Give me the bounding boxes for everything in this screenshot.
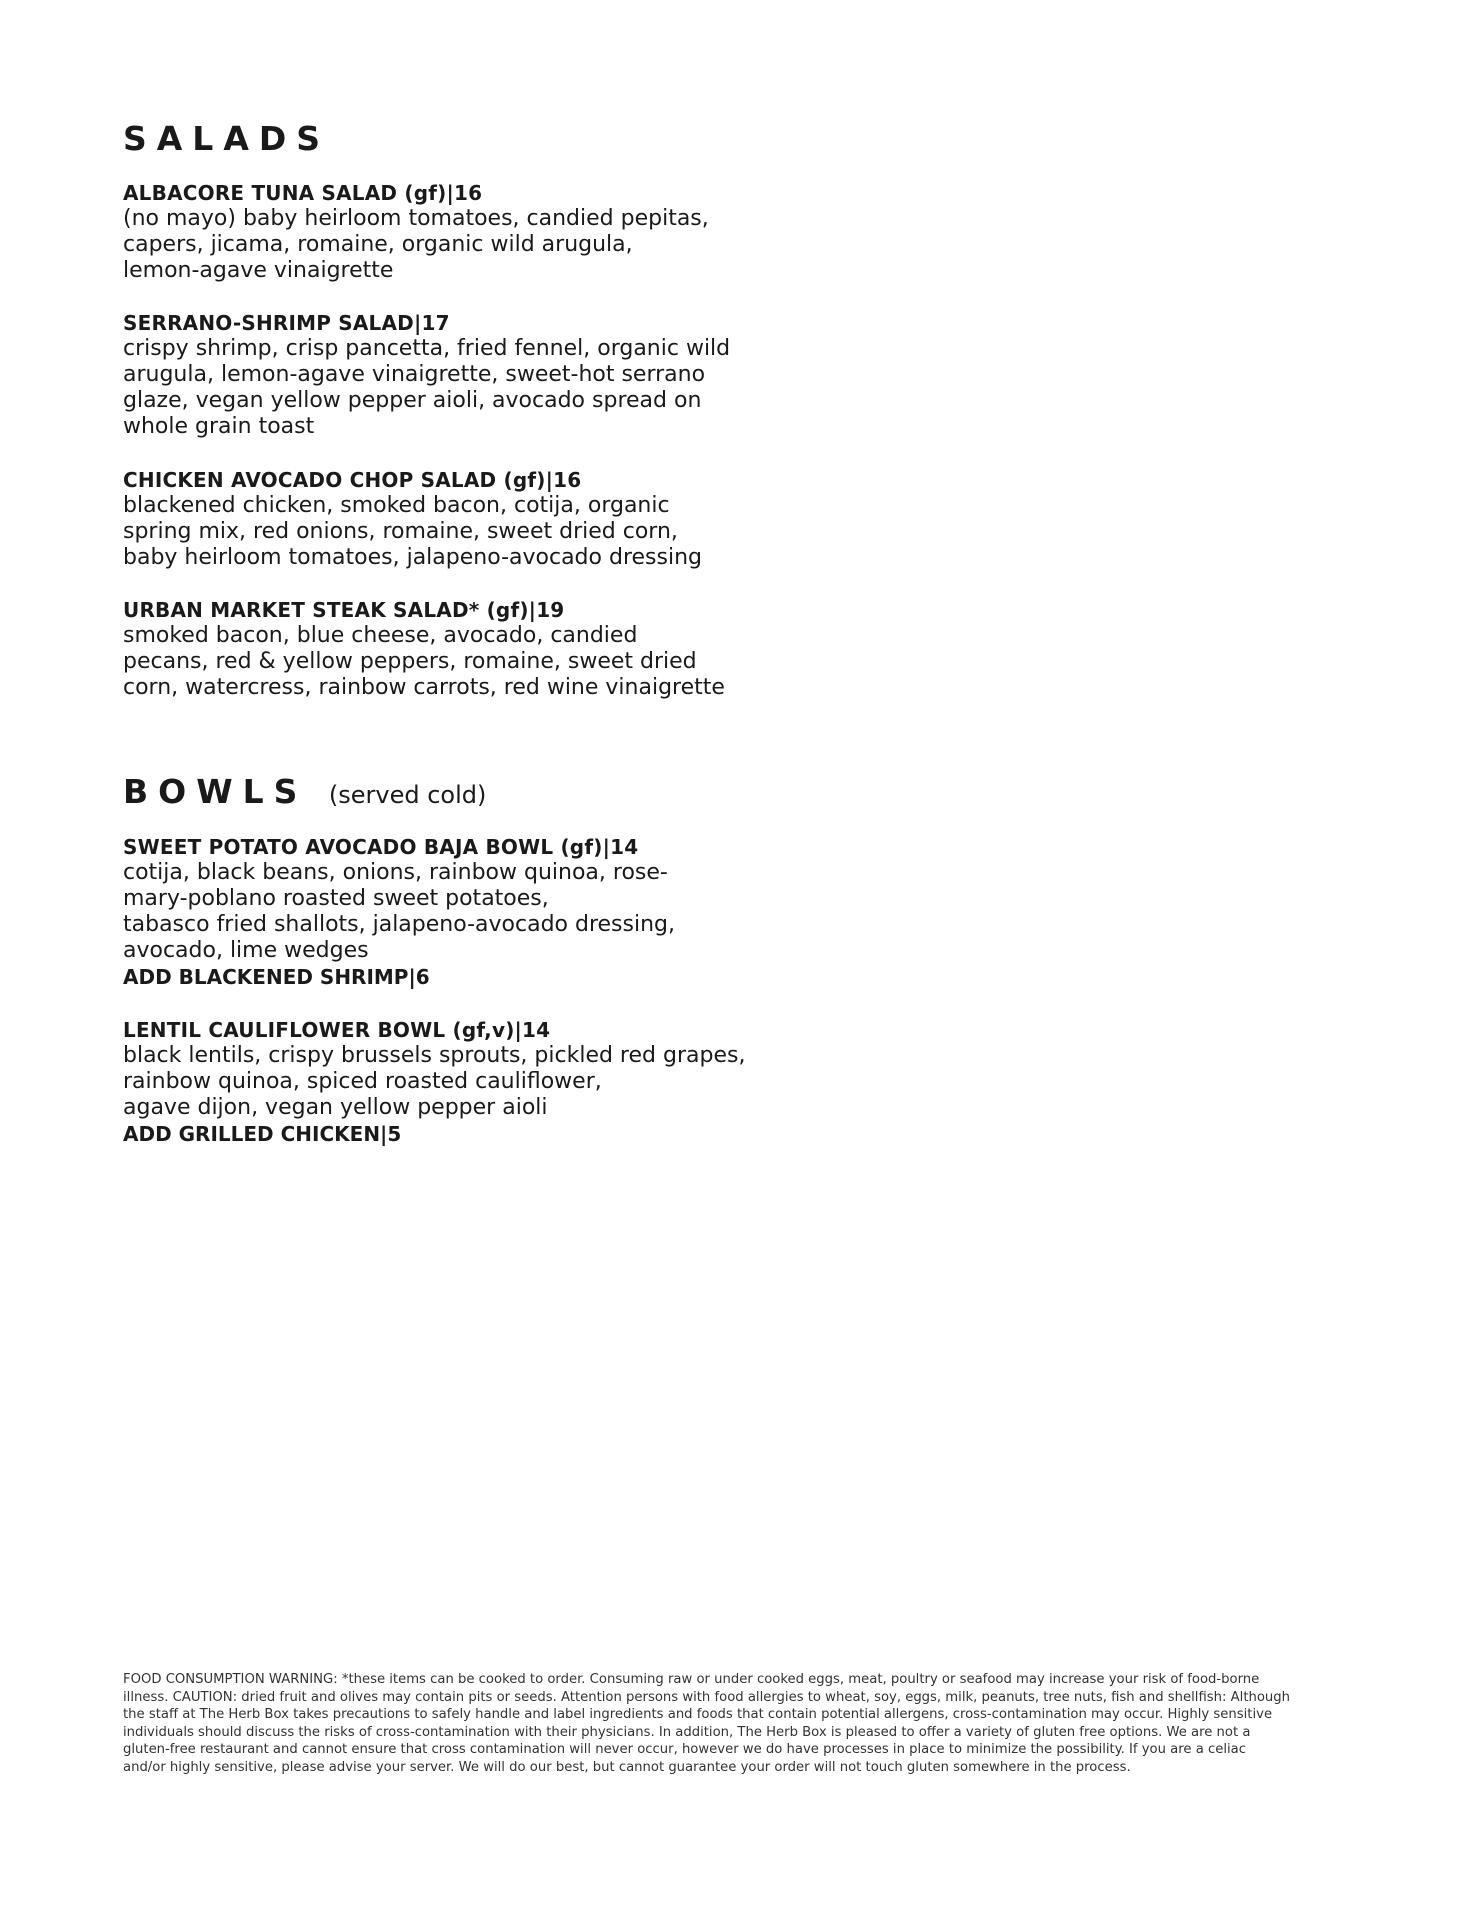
item-description-line: rainbow quinoa, spiced roasted cauliflower, [123,1069,602,1094]
item-description-line: black lentils, crispy brussels sprouts, pickled red grapes, [123,1043,746,1068]
menu-item-urban-market-steak-salad [123,597,725,701]
item-name: CHICKEN AVOCADO CHOP SALAD (gf)|16 [123,468,582,492]
item-description-line: tabasco fried shallots, jalapeno-avocado dressing, [123,912,675,937]
item-description-line: whole grain toast [123,414,315,439]
menu-item-chicken-avocado-chop-salad [123,467,713,571]
item-description-line: crispy shrimp, crisp pancetta, fried fennel, organic wild [123,336,731,361]
item-description-line: glaze, vegan yellow pepper aioli, avocado spread on [123,388,702,413]
disclaimer-line: individuals should discuss the risks of cross-contamination with their physicians. In addition, The Herb Box is pleased to offer a variety of gluten free options. We are not a [123,1724,1251,1740]
item-description-line: agave dijon, vegan yellow pepper aioli [123,1095,548,1120]
menu-item-serrano-shrimp-salad [123,310,731,440]
item-add-on: ADD BLACKENED SHRIMP|6 [123,965,430,989]
disclaimer-line: illness. CAUTION: dried fruit and olives may contain pits or seeds. Attention persons with food allergies to wheat, soy, eggs, milk, peanuts, tree nuts, fish and shellfish: Although [123,1689,1291,1705]
disclaimer-line: and/or highly sensitive, please advise your server. We will do our best, but cannot guarantee your order will not touch gluten somewhere in the process. [123,1759,1131,1775]
disclaimer-line: gluten-free restaurant and cannot ensure that cross contamination will never occur, however we do have processes in place to minimize the possibility. If you are a celiac [123,1742,1246,1757]
menu-item-albacore-tuna-salad [123,180,713,284]
item-name: SERRANO-SHRIMP SALAD|17 [123,311,450,335]
menu-item-sweet-potato-avocado-baja-bowl [123,834,713,990]
item-description-line: mary-poblano roasted sweet potatoes, [123,886,549,911]
item-description-line: blackened chicken, smoked bacon, cotija, organic [123,493,670,518]
item-description-line: smoked bacon, blue cheese, avocado, candied [123,623,638,648]
item-name: SWEET POTATO AVOCADO BAJA BOWL (gf)|14 [123,835,639,859]
item-description-line: baby heirloom tomatoes, jalapeno-avocado dressing [123,545,702,570]
menu-item-lentil-cauliflower-bowl [123,1017,746,1147]
item-description-line: cotija, black beans, onions, rainbow quinoa, rose- [123,860,668,885]
disclaimer-line: the staff at The Herb Box takes precautions to safely handle and label ingredients and foods that contain potential allergens, cross-contamination may occur. Highly sensitive [123,1707,1273,1722]
item-description-line: (no mayo) baby heirloom tomatoes, candied pepitas, [123,206,709,231]
bowls-heading [123,772,487,811]
item-add-on: ADD GRILLED CHICKEN|5 [123,1122,402,1146]
bowls-subtitle: (served cold) [328,781,487,809]
item-description-line: capers, jicama, romaine, organic wild arugula, [123,232,633,257]
salads-heading [123,119,331,158]
item-description-line: spring mix, red onions, romaine, sweet dried corn, [123,519,678,544]
bowls-title: BOWLS [123,772,308,811]
food-consumption-warning [123,1671,1353,1776]
item-description-line: arugula, lemon-agave vinaigrette, sweet-hot serrano [123,362,706,387]
item-description-line: lemon-agave vinaigrette [123,258,394,283]
salads-title: SALADS [123,119,331,158]
item-description-line: avocado, lime wedges [123,938,369,963]
item-name: ALBACORE TUNA SALAD (gf)|16 [123,181,483,205]
item-description-line: pecans, red & yellow peppers, romaine, sweet dried [123,649,697,674]
item-name: URBAN MARKET STEAK SALAD* (gf)|19 [123,598,565,622]
disclaimer-line: FOOD CONSUMPTION WARNING: *these items can be cooked to order. Consuming raw or under cooked eggs, meat, poultry or seafood may increase your risk of food-borne [123,1672,1260,1687]
item-description-line: corn, watercress, rainbow carrots, red wine vinaigrette [123,675,725,700]
item-name: LENTIL CAULIFLOWER BOWL (gf,v)|14 [123,1018,551,1042]
